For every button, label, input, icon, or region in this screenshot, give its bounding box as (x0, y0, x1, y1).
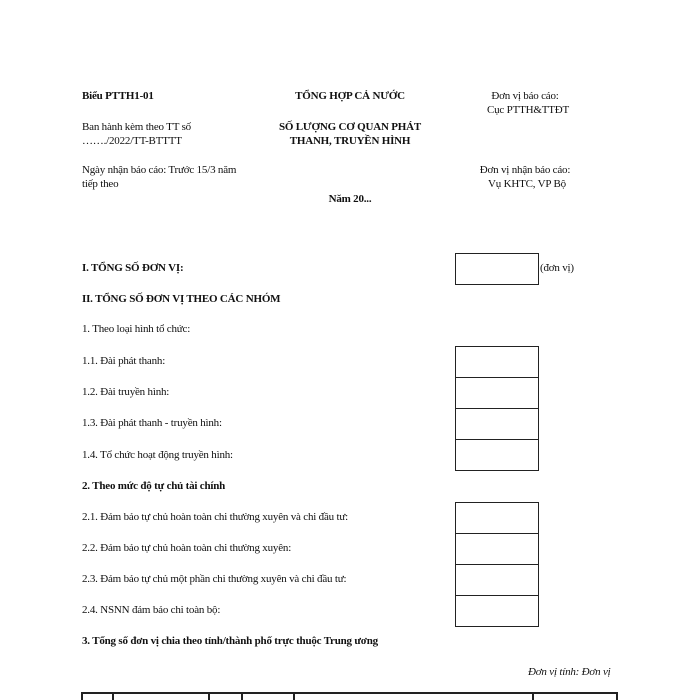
section1-total-label: I. TỔNG SỐ ĐƠN VỊ: (82, 262, 184, 274)
item-2-4-field[interactable] (455, 595, 539, 627)
table-top-border (81, 692, 618, 694)
item-1-4-label: 1.4. Tổ chức hoạt động truyền hình: (82, 449, 233, 461)
report-year: Năm 20... (328, 193, 372, 205)
table-col-line (532, 692, 534, 700)
unit-suffix: (đơn vị) (540, 262, 574, 274)
item-1-2-field[interactable] (455, 377, 539, 409)
issued-by-line1: Ban hành kèm theo TT số (82, 121, 191, 133)
issued-by-line2: ……./2022/TT-BTTTT (82, 135, 182, 147)
report-subtitle-line2: THANH, TRUYỀN HÌNH (289, 135, 411, 147)
unit-note: Đơn vị tính: Đơn vị (528, 666, 611, 678)
item-2-1-label: 2.1. Đảm bảo tự chủ hoàn toàn chi thường xuyên và chi đầu tư: (82, 511, 348, 523)
item-2-2-field[interactable] (455, 533, 539, 565)
received-date-line2: tiếp theo (82, 178, 119, 190)
receiving-unit-value: Vụ KHTC, VP Bộ (488, 178, 566, 190)
item-2-2-label: 2.2. Đảm bảo tự chủ hoàn toàn chi thường xuyên: (82, 542, 292, 554)
item-2-3-label: 2.3. Đảm bảo tự chủ một phần chi thường xuyên và chi đầu tư: (82, 573, 347, 585)
table-col-line (112, 692, 114, 700)
table-col-line (293, 692, 295, 700)
item-1-3-field[interactable] (455, 408, 539, 440)
table-col-line (616, 692, 618, 700)
reporting-unit-label: Đơn vị báo cáo: (491, 90, 559, 102)
group2-label: 2. Theo mức độ tự chủ tài chính (82, 480, 226, 492)
item-2-1-field[interactable] (455, 502, 539, 534)
item-2-4-label: 2.4. NSNN đảm bảo chi toàn bộ: (82, 604, 221, 616)
item-1-1-field[interactable] (455, 346, 539, 378)
report-title: TỔNG HỢP CẢ NƯỚC (295, 90, 405, 102)
report-subtitle-line1: SỐ LƯỢNG CƠ QUAN PHÁT (278, 121, 422, 133)
receiving-unit-label: Đơn vị nhận báo cáo: (479, 164, 571, 176)
item-1-2-label: 1.2. Đài truyền hình: (82, 386, 170, 398)
section2-groups-label: II. TỔNG SỐ ĐƠN VỊ THEO CÁC NHÓM (82, 293, 281, 305)
table-col-line (81, 692, 83, 700)
group1-label: 1. Theo loại hình tổ chức: (82, 323, 191, 335)
table-col-line (208, 692, 210, 700)
item-2-3-field[interactable] (455, 564, 539, 596)
form-code: Biểu PTTH1-01 (82, 90, 154, 102)
total-units-field[interactable] (455, 253, 539, 285)
table-col-line (241, 692, 243, 700)
reporting-unit-value: Cục PTTH&TTĐT (486, 104, 570, 116)
item-1-1-label: 1.1. Đài phát thanh: (82, 355, 166, 367)
group3-label: 3. Tổng số đơn vị chia theo tỉnh/thành phố trực thuộc Trung ương (82, 635, 378, 647)
received-date-line1: Ngày nhận báo cáo: Trước 15/3 năm (82, 164, 237, 176)
item-1-3-label: 1.3. Đài phát thanh - truyền hình: (82, 417, 222, 429)
item-1-4-field[interactable] (455, 439, 539, 471)
